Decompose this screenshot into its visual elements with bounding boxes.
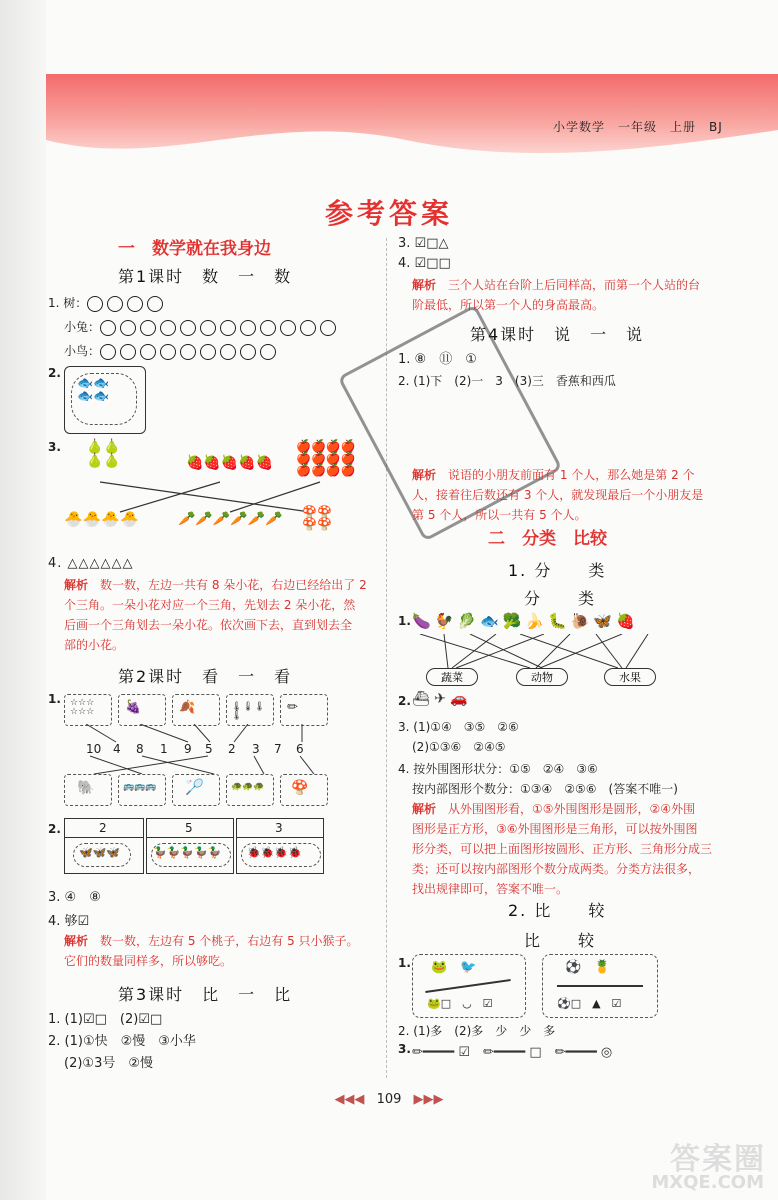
l1-analysis-1: 解析 数一数，左边一共有 8 朵小花，右边已经给出了 2 <box>64 578 367 592</box>
unit1-title: 一 数学就在我身边 <box>118 239 271 259</box>
fl-analysis-2: 图形是正方形，③⑥外围图形是三角形，可以按外围图 <box>412 822 698 836</box>
l1-q2-label: 2. <box>48 366 61 380</box>
r-analysis-2: 阶最低，所以第一个人的身高最高。 <box>412 298 605 312</box>
page-title: 参考答案 <box>324 197 453 230</box>
l2-top-box-4: 🌡🌡🌡🌡 <box>226 694 274 726</box>
page-number: 109 <box>376 1092 402 1107</box>
classify-subtitle: 分 类 <box>524 589 597 608</box>
mushroom-icon: 🍄🍄 🍄🍄 <box>302 505 332 531</box>
l2-num-10: 6 <box>296 742 304 756</box>
carrot-icon: 🥕🥕🥕🥕🥕🥕 <box>178 511 283 527</box>
r-q4: 4. ☑□□ <box>398 256 451 271</box>
l1-q4: 4. △△△△△△ <box>48 556 134 571</box>
l2-num-5: 9 <box>184 742 192 756</box>
l1-q3-label: 3. <box>48 440 61 454</box>
fl-q4b: 按内部图形个数分：①③④ ②⑤⑥ (答案不唯一) <box>412 782 678 796</box>
page-footer: ◀◀◀ 109 ▶▶▶ <box>334 1092 444 1107</box>
r-analysis-1: 解析 三个人站在台阶上后同样高，而第一个人站的台 <box>412 278 701 292</box>
fl-q3b: (2)①③⑥ ②④⑤ <box>412 740 506 754</box>
l2-analysis-1: 解析 数一数，左边有 5 个桃子，右边有 5 只小猴子。 <box>64 934 359 948</box>
scale-box: ⚽ 🍍 ⚽□ ▲ ☑ <box>542 954 658 1018</box>
l2-q3: 3. ④ ⑧ <box>48 890 101 905</box>
l2-q2-table-2: 5 🦆🦆🦆🦆🦆 <box>146 818 234 874</box>
fl-analysis-5: 找出规律即可，答案不唯一。 <box>412 882 569 896</box>
fl-q2-label: 2. <box>398 694 411 708</box>
l2-num-4: 1 <box>160 742 168 756</box>
fl-analysis-4: 类；还可以按内部图形个数分成两类。分类方法很多， <box>412 862 701 876</box>
fl-q4a: 4. 按外围图形状分：①⑤ ②④ ③⑥ <box>398 762 598 776</box>
label-animals: 动物 <box>516 668 568 686</box>
l2-top-box-1: ☆☆☆ ☆☆☆ <box>64 694 112 726</box>
l2-q2-table-3: 3 🐞🐞🐞🐞 <box>236 818 324 874</box>
fl-q3a: 3. (1)①④ ③⑤ ②⑥ <box>398 720 519 734</box>
apple-icon: 🍎🍎🍎🍎 🍎🍎🍎🍎 🍎🍎🍎🍎 <box>296 439 356 477</box>
l2-analysis-2: 它们的数量同样多，所以够吃。 <box>64 954 233 968</box>
bj-q2: 2. (1)多 (2)多 少 少 多 <box>398 1024 556 1038</box>
l2-q2-table-1: 2 🦋🦋🦋 <box>64 818 144 874</box>
bj-q3-label: 3. <box>398 1042 411 1056</box>
label-vegetables: 蔬菜 <box>426 668 478 686</box>
l1-q1-bird: 小鸟： <box>64 342 280 360</box>
l4-analysis-3: 第 5 个人，所以一共有 5 个人。 <box>412 508 587 522</box>
classify-items-icon: 🍆🐓🥬🐟🥦🍌🐛🐌🦋🍓 <box>412 612 639 630</box>
classify-title: 1. 分 类 <box>508 561 607 580</box>
lesson1-title: 第1课时 数 一 数 <box>118 267 293 286</box>
unit2-title: 二 分类 比较 <box>488 529 607 549</box>
l4-analysis-1: 解析 说语的小朋友前面有 1 个人，那么她是第 2 个 <box>412 468 695 482</box>
l3-q1: 1. (1)☑□ (2)☑□ <box>48 1012 163 1027</box>
fish-icon: 🐟🐟 🐟🐟 <box>77 376 110 404</box>
l2-bottom-box-2: 🚌🚌🚌 <box>118 774 166 806</box>
l4-analysis-2: 人，接着往后数还有 3 个人，就发现最后一个小朋友是 <box>412 488 704 502</box>
watermark-url: MXQE.COM <box>651 1172 764 1193</box>
lesson2-title: 第2课时 看 一 看 <box>118 667 293 686</box>
strawberry-icon: 🍓🍓🍓🍓🍓 <box>186 455 274 471</box>
l2-bottom-box-1: 🐘 <box>64 774 112 806</box>
l2-num-8: 3 <box>252 742 260 756</box>
l2-top-box-3: 🍂 <box>172 694 220 726</box>
label-fruits: 水果 <box>604 668 656 686</box>
l2-num-9: 7 <box>274 742 282 756</box>
seesaw-box: 🐸 🐦 🐸□ ◡ ☑ <box>412 954 526 1018</box>
compare-title: 2. 比 较 <box>508 901 607 920</box>
pear-icon: 🍐🍐 🍐🍐 <box>86 439 121 469</box>
l2-num-3: 8 <box>136 742 144 756</box>
l1-q1-rabbit: 小兔： <box>64 318 340 336</box>
classify-lines <box>412 634 662 670</box>
l4-q2: 2. (1)下 (2)一 3 (3)三 香蕉和西瓜 <box>398 374 616 388</box>
fl-analysis-1: 解析 从外围图形看，①⑤外围图形是圆形，②④外围 <box>412 802 696 816</box>
pencil-icon: ✏━━━━ ☑ ✏━━━━ □ ✏━━━━ ◎ <box>412 1045 613 1060</box>
l2-q2-label: 2. <box>48 822 61 836</box>
l2-num-6: 5 <box>205 742 213 756</box>
fish-box <box>64 366 146 434</box>
l3-q2b: (2)①3号 ②慢 <box>64 1056 153 1071</box>
l2-top-box-5: ✏ <box>280 694 328 726</box>
l2-matching-lines <box>64 724 334 774</box>
fl-analysis-3: 形分类，可以把上面图形按圆形、正方形、三角形分成三 <box>412 842 713 856</box>
l3-q2a: 2. (1)①快 ②慢 ③小华 <box>48 1034 196 1049</box>
fl-q1-label: 1. <box>398 614 411 628</box>
l2-num-2: 4 <box>113 742 121 756</box>
lesson3-title: 第3课时 比 一 比 <box>118 985 293 1004</box>
l1-analysis-2: 个三角。一朵小花对应一个三角，先划去 2 朵小花，然 <box>64 598 356 612</box>
l2-bottom-box-4: 🐢🐢🐢 <box>226 774 274 806</box>
chick-icon: 🐣🐣🐣🐣 <box>64 510 139 528</box>
l2-top-box-2: 🍇 <box>118 694 166 726</box>
watermark-logo: 答案圈 <box>670 1142 766 1177</box>
ship-icon: ⛴ ✈ 🚗 <box>412 691 468 707</box>
header-text: 小学数学 一年级 上册 BJ <box>553 120 723 134</box>
book-spine-shadow <box>0 0 46 1200</box>
l2-num-1: 10 <box>86 742 102 756</box>
l1-analysis-3: 后画一个三角划去一朵小花。依次画下去，直到划去全 <box>64 618 353 632</box>
r-q3: 3. ☑□△ <box>398 236 449 251</box>
l1-q1-tree: 1. 树： <box>48 294 167 312</box>
l2-q4: 4. 够☑ <box>48 914 90 929</box>
l4-q1: 1. ⑧ ⑪ ① <box>398 352 477 367</box>
l2-q1-label: 1. <box>48 692 61 706</box>
l1-analysis-4: 部的小花。 <box>64 638 125 652</box>
compare-subtitle: 比 较 <box>524 931 597 950</box>
l2-num-7: 2 <box>228 742 236 756</box>
l2-bottom-box-3: 🏸 <box>172 774 220 806</box>
l2-bottom-box-5: 🍄 <box>280 774 328 806</box>
bj-q1-label: 1. <box>398 956 411 970</box>
lesson4-title: 第4课时 说 一 说 <box>470 325 645 344</box>
